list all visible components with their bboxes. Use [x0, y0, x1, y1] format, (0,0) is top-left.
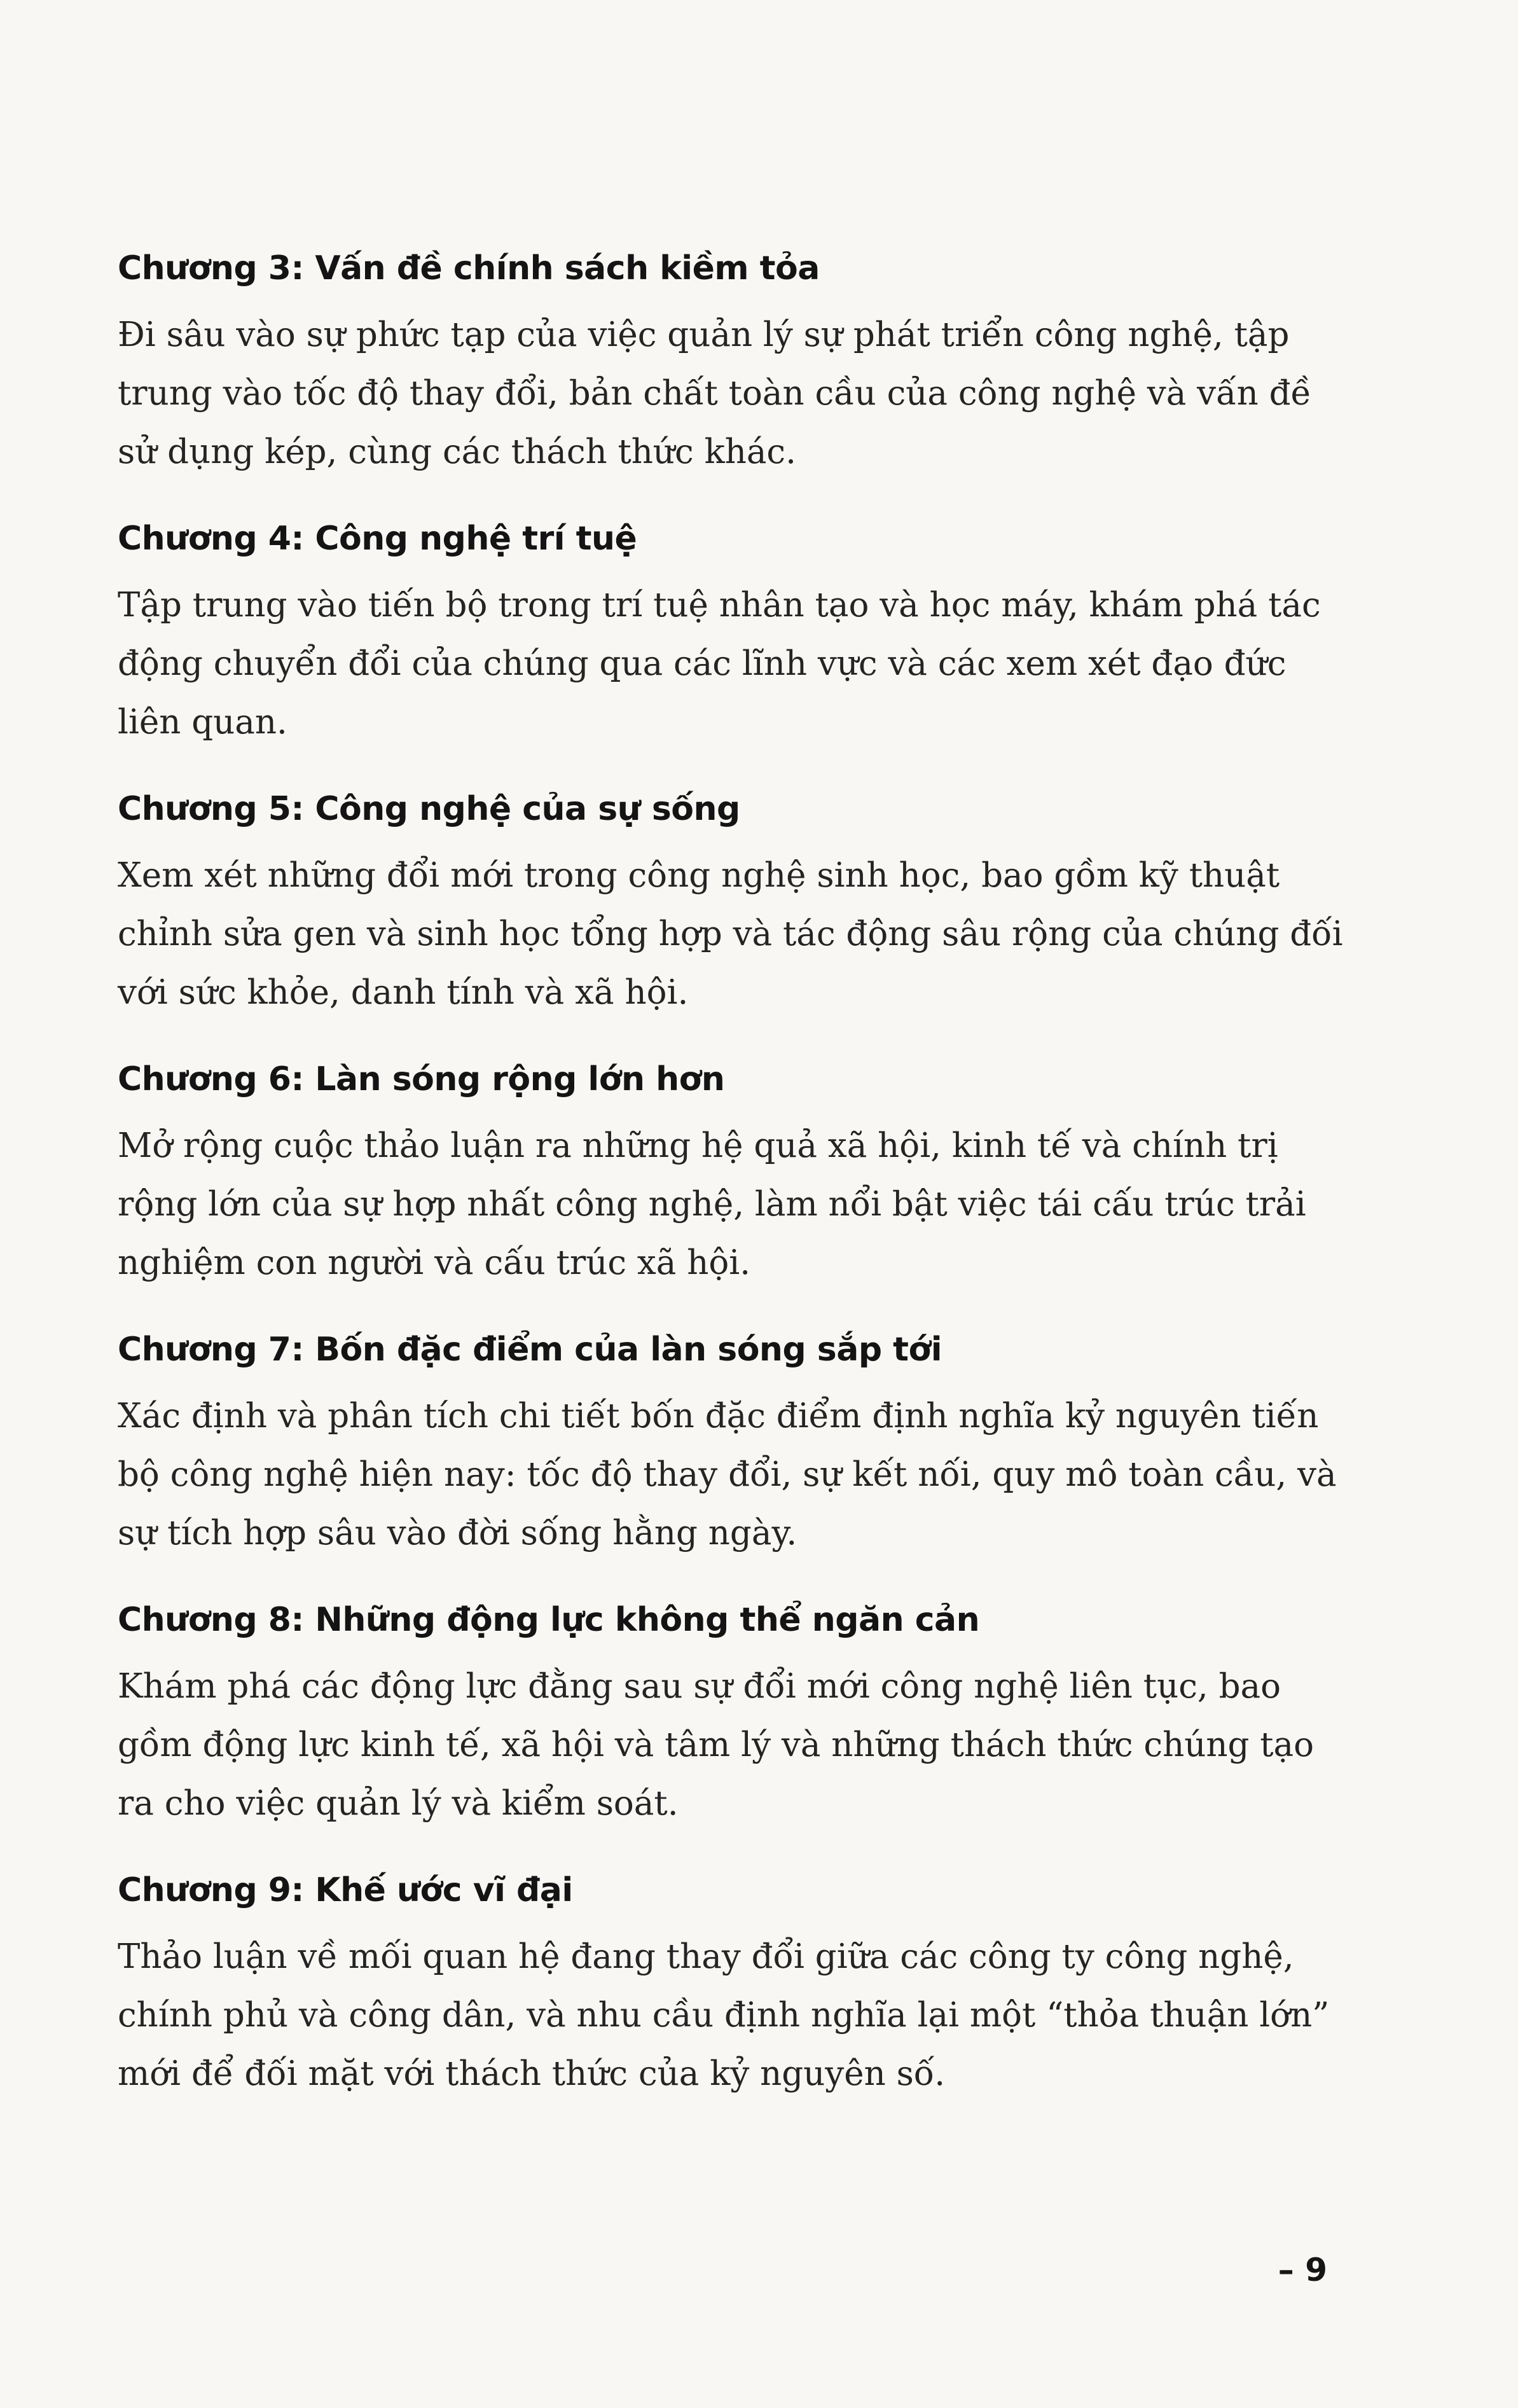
chapter-heading: Chương 5: Công nghệ của sự sống [118, 790, 740, 828]
chapter-section-7 [118, 1329, 1348, 1563]
chapter-list [118, 248, 1348, 2140]
chapter-description: Khám phá các động lực đằng sau sự đổi mới công nghệ liên tục, bao gồm động lực kinh tế, xã hội và tâm lý và những thách thức chúng tạo ra cho việc quản lý và kiểm soát. [118, 1667, 1314, 1823]
chapter-description: Xem xét những đổi mới trong công nghệ sinh học, bao gồm kỹ thuật chỉnh sửa gen và sinh học tổng hợp và tác động sâu rộng của chúng đối với sức khỏe, danh tính và xã hội. [118, 856, 1343, 1012]
chapter-section-3 [118, 248, 1348, 481]
chapter-heading: Chương 4: Công nghệ trí tuệ [118, 520, 637, 558]
chapter-description: Xác định và phân tích chi tiết bốn đặc điểm định nghĩa kỷ nguyên tiến bộ công nghệ hiện nay: tốc độ thay đổi, sự kết nối, quy mô toàn cầu, và sự tích hợp sâu vào đời sống hằng ngày. [118, 1397, 1337, 1553]
chapter-section-6 [118, 1059, 1348, 1292]
chapter-description: Đi sâu vào sự phức tạp của việc quản lý sự phát triển công nghệ, tập trung vào tốc độ thay đổi, bản chất toàn cầu của công nghệ và vấn đề sử dụng kép, cùng các thách thức khác. [118, 315, 1312, 471]
chapter-heading: Chương 7: Bốn đặc điểm của làn sóng sắp tới [118, 1331, 942, 1369]
chapter-section-9 [118, 1870, 1348, 2103]
chapter-section-8 [118, 1600, 1348, 1833]
chapter-section-4 [118, 518, 1348, 752]
chapter-heading: Chương 3: Vấn đề chính sách kiềm tỏa [118, 249, 820, 287]
chapter-description: Mở rộng cuộc thảo luận ra những hệ quả xã hội, kinh tế và chính trị rộng lớn của sự hợp nhất công nghệ, làm nổi bật việc tái cấu trúc trải nghiệm con người và cấu trúc xã hội. [118, 1126, 1306, 1282]
chapter-description: Thảo luận về mối quan hệ đang thay đổi giữa các công ty công nghệ, chính phủ và công dân, và nhu cầu định nghĩa lại một “thỏa thuận lớn” mới để đối mặt với thách thức của kỷ nguyên số. [118, 1937, 1330, 2093]
chapter-heading: Chương 6: Làn sóng rộng lớn hơn [118, 1060, 725, 1098]
chapter-section-5 [118, 789, 1348, 1022]
chapter-heading: Chương 8: Những động lực không thể ngăn cản [118, 1601, 980, 1639]
chapter-description: Tập trung vào tiến bộ trong trí tuệ nhân tạo và học máy, khám phá tác động chuyển đổi của chúng qua các lĩnh vực và các xem xét đạo đức liên quan. [118, 586, 1321, 742]
chapter-heading: Chương 9: Khế ước vĩ đại [118, 1871, 573, 1909]
page-number: – 9 [1278, 2252, 1327, 2288]
